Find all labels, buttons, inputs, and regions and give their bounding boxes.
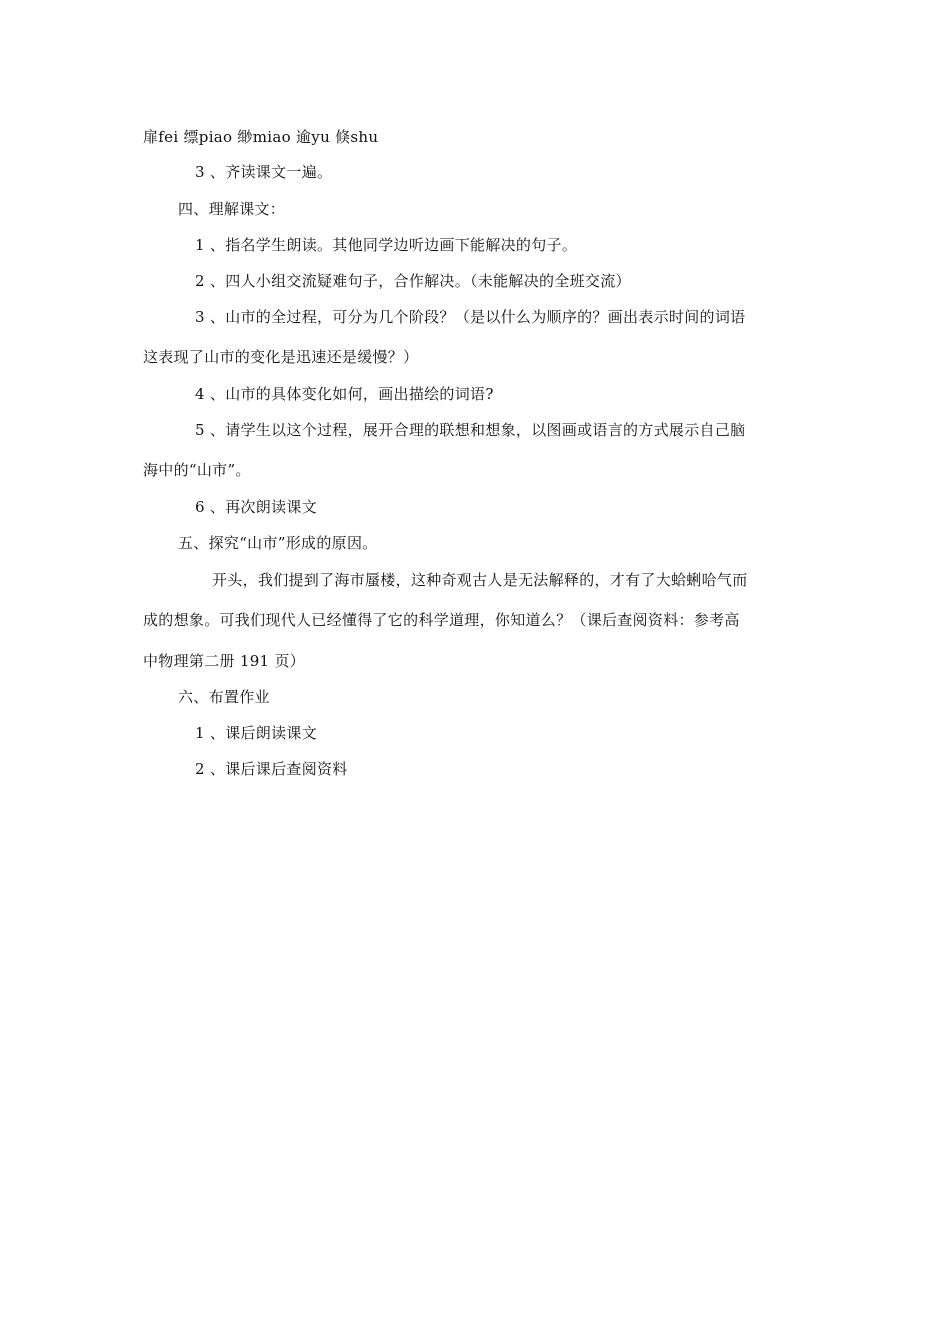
step-student-reading: 1 、指名学生朗读。其他同学边听边画下能解决的句子。 <box>195 236 578 254</box>
step-read-aloud-together: 3 、齐读课文一遍。 <box>195 163 333 181</box>
step-read-again: 6 、再次朗读课文 <box>195 498 318 516</box>
homework-item-2: 2 、课后课后查阅资料 <box>195 760 348 778</box>
paragraph-mirage-line-2: 成的想象。可我们现代人已经懂得了它的科学道理，你知道么？（课后查阅资料：参考高 <box>143 611 740 629</box>
step-imagination: 5 、请学生以这个过程，展开合理的联想和想象，以图画或语言的方式展示自己脑 <box>195 421 746 439</box>
section-heading-explore-cause: 五、探究“山市”形成的原因。 <box>178 534 378 552</box>
paragraph-mirage-line-3: 中物理第二册 191 页） <box>143 652 306 670</box>
pinyin-vocabulary-line: 扉fei 缥piao 缈miao 逾yu 倏shu <box>143 128 379 146</box>
paragraph-mirage-line-1: 开头，我们提到了海市蜃楼，这种奇观古人是无法解释的，才有了大蛤蜊哈气而 <box>212 571 748 589</box>
step-process-stages: 3 、山市的全过程，可分为几个阶段？（是以什么为顺序的？画出表示时间的词语 <box>195 308 746 326</box>
step-imagination-continued: 海中的“山市”。 <box>143 461 251 479</box>
step-process-stages-continued: 这表现了山市的变化是迅速还是缓慢？） <box>143 348 419 366</box>
step-specific-changes: 4 、山市的具体变化如何，画出描绘的词语? <box>195 385 494 403</box>
homework-item-1: 1 、课后朗读课文 <box>195 724 318 742</box>
section-heading-homework: 六、布置作业 <box>178 688 270 706</box>
step-group-discussion: 2 、四人小组交流疑难句子，合作解决。（未能解决的全班交流） <box>195 272 631 290</box>
section-heading-understand-text: 四、理解课文： <box>178 200 286 218</box>
